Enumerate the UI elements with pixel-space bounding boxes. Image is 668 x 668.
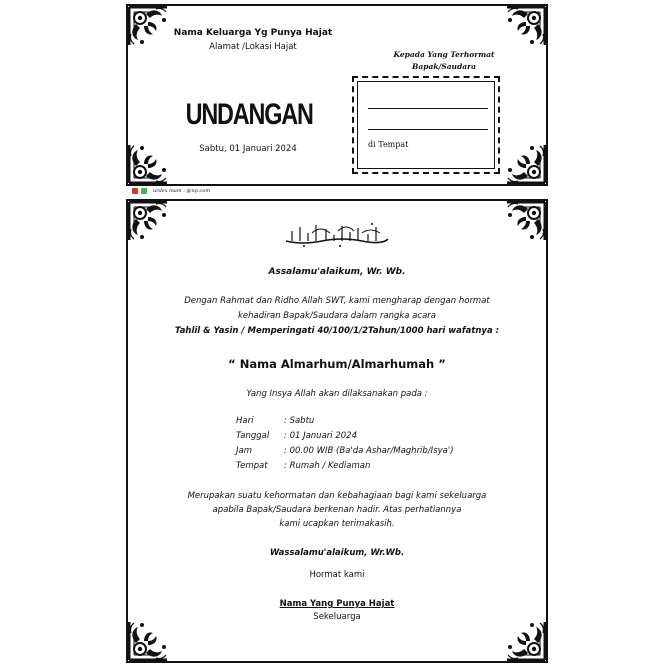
detail-value: : Sabtu (284, 416, 315, 426)
address-line (368, 108, 488, 109)
invitation-letter (126, 199, 548, 663)
corner-ornament-icon (504, 619, 548, 663)
detail-label: Tempat (236, 461, 268, 471)
intro-line-1: Dengan Rahmat dan Ridho Allah SWT, kami mengharap dengan hormat (184, 296, 490, 306)
detail-row-day (236, 416, 454, 431)
corner-ornament-icon (504, 142, 548, 186)
address-box-frame (357, 81, 495, 169)
host-name: Nama Yang Punya Hajat (279, 599, 395, 609)
invitation-title: UNDANGAN (185, 98, 313, 131)
recipient-heading: Kepada Yang Terhormat (393, 50, 495, 59)
green-square-icon (141, 188, 147, 194)
credit-text: urdex mam : @np.com (153, 188, 211, 194)
corner-ornament-icon (126, 619, 170, 663)
closing-line-1: Merupakan suatu kehormatan dan kebahagiaan bagi kami sekeluarga (187, 491, 487, 501)
detail-label: Jam (236, 446, 252, 456)
closing-line-2: apabila Bapak/Saudara berkenan hadir. Atas perhatiannya (212, 505, 462, 515)
opening-greeting: Assalamu'alaikum, Wr. Wb. (268, 267, 406, 277)
detail-value: : 01 Januari 2024 (284, 431, 357, 441)
closing-line-3: kami ucapkan terimakasih. (279, 519, 395, 529)
event-date: Sabtu, 01 Januari 2024 (199, 144, 297, 154)
recipient-title: Bapak/Saudara (412, 62, 476, 71)
detail-row-date (236, 431, 454, 446)
envelope-front (126, 4, 548, 186)
detail-row-place (236, 461, 454, 476)
detail-value: : Rumah / Kediaman (284, 461, 371, 471)
sender-address: Alamat /Lokasi Hajat (209, 42, 297, 52)
di-tempat-label: di Tempat (368, 140, 409, 149)
credit-strip (132, 187, 210, 195)
detail-label: Hari (236, 416, 254, 426)
detail-label: Tanggal (236, 431, 270, 441)
event-purpose: Tahlil & Yasin / Memperingati 40/100/1/2Tahun/1000 hari wafatnya : (174, 326, 500, 336)
regards-text: Hormat kami (309, 570, 365, 580)
address-line (368, 129, 488, 130)
red-square-icon (132, 188, 138, 194)
host-family: Sekeluarga (313, 612, 361, 622)
sender-name: Nama Keluarga Yg Punya Hajat (173, 28, 333, 38)
intro-line-2: kehadiran Bapak/Saudara dalam rangka acara (238, 311, 436, 321)
schedule-intro: Yang Insya Allah akan dilaksanakan pada : (246, 389, 428, 399)
deceased-name: “ Nama Almarhum/Almarhumah ” (228, 357, 446, 371)
closing-greeting: Wassalamu'alaikum, Wr.Wb. (269, 548, 405, 558)
corner-ornament-icon (504, 4, 548, 48)
event-details (236, 416, 454, 476)
detail-row-time (236, 446, 454, 461)
detail-value: : 00.00 WIB (Ba'da Ashar/Maghrib/Isya') (284, 446, 454, 456)
bismillah-calligraphy-icon (128, 221, 546, 253)
recipient-address-box (352, 76, 500, 174)
